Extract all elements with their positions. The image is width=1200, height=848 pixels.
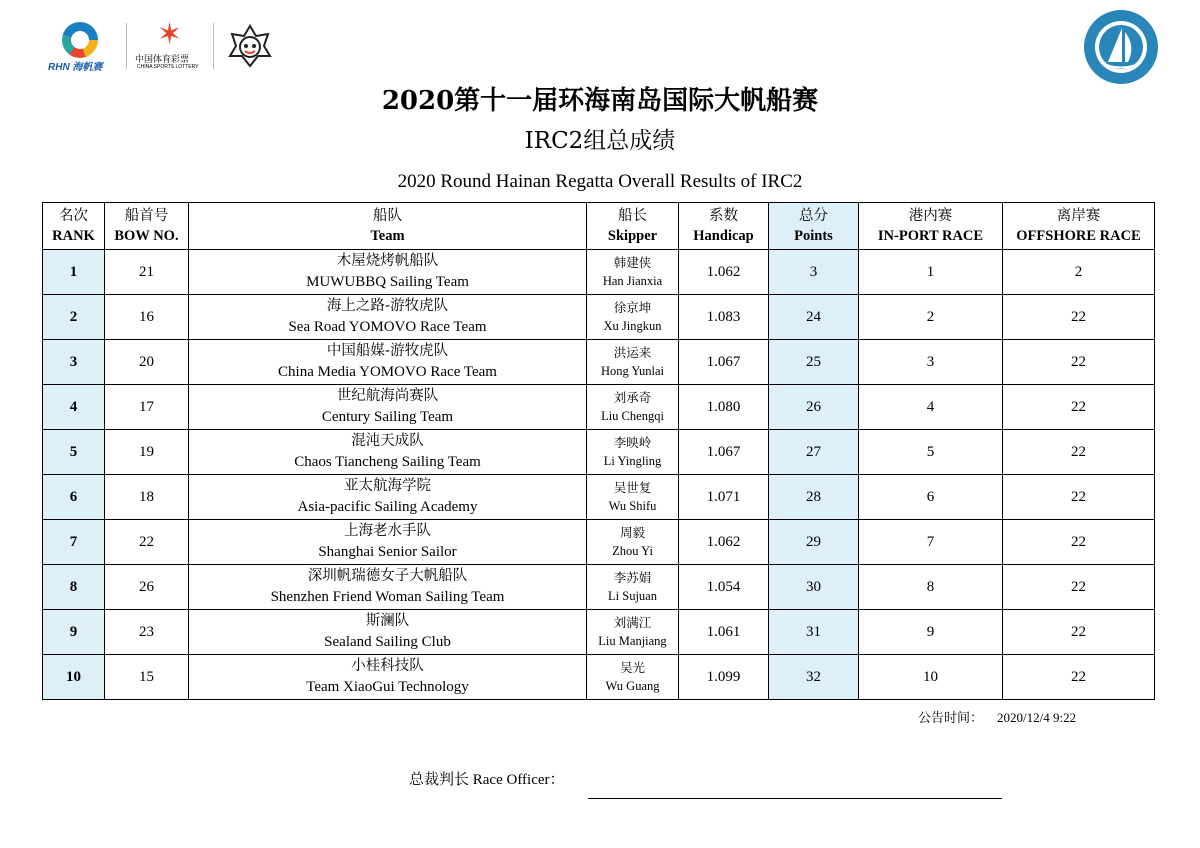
- handicap-cell: 1.062: [679, 250, 769, 295]
- handicap-cell: 1.071: [679, 475, 769, 520]
- offshore-cell: 22: [1003, 565, 1155, 610]
- offshore-cell: 22: [1003, 430, 1155, 475]
- skipper-cn: 吴光: [619, 660, 645, 675]
- team-cell: [189, 250, 587, 295]
- handicap-cell: 1.080: [679, 385, 769, 430]
- rhn-swirl-icon: [62, 22, 98, 58]
- team-cell: [189, 565, 587, 610]
- bow-cell: 17: [105, 385, 189, 430]
- offshore-cell: 22: [1003, 295, 1155, 340]
- sailing-association-seal-icon: [1082, 8, 1160, 86]
- skipper-en: Li Sujuan: [608, 589, 657, 603]
- skipper-en: Li Yingling: [603, 454, 662, 468]
- race-officer-en: Race Officer：: [472, 772, 565, 788]
- offshore-cell: 22: [1003, 385, 1155, 430]
- team-cn: 小桂科技队: [351, 658, 424, 674]
- bow-cell: 15: [105, 655, 189, 700]
- header-skipper: 船长 Skipper: [587, 203, 679, 250]
- team-cn: 木屋烧烤帆船队: [336, 253, 439, 269]
- header-handicap: 系数 Handicap: [679, 203, 769, 250]
- team-cell: [189, 385, 587, 430]
- team-cell: [189, 610, 587, 655]
- skipper-en: Zhou Yi: [612, 544, 653, 558]
- offshore-cell: 22: [1003, 655, 1155, 700]
- team-cell: [189, 340, 587, 385]
- team-en: Asia-pacific Sailing Academy: [297, 499, 478, 515]
- team-en: Shenzhen Friend Woman Sailing Team: [270, 589, 505, 605]
- skipper-cn: 周毅: [619, 525, 645, 540]
- inport-cell: 6: [859, 475, 1003, 520]
- results-table: [42, 202, 1155, 700]
- bow-cell: 18: [105, 475, 189, 520]
- header-team: 船队 Team: [189, 203, 587, 250]
- team-en: Sealand Sailing Club: [324, 634, 451, 650]
- bow-cell: 19: [105, 430, 189, 475]
- logo-divider: [213, 23, 214, 69]
- skipper-en: Hong Yunlai: [600, 364, 665, 378]
- rhn-logo: [48, 20, 118, 72]
- skipper-cell: [587, 250, 679, 295]
- skipper-en: Wu Shifu: [608, 499, 657, 513]
- team-cn: 海上之路-游牧虎队: [326, 298, 449, 314]
- skipper-cn: 李映岭: [613, 435, 652, 450]
- offshore-cell: 22: [1003, 520, 1155, 565]
- table-row: [43, 610, 1155, 655]
- team-cn: 深圳帆瑞德女子大帆船队: [307, 568, 468, 584]
- lottery-cn-text: 中国体育彩票: [135, 55, 190, 65]
- team-en: Century Sailing Team: [321, 409, 454, 425]
- table-row: [43, 655, 1155, 700]
- skipper-en: Liu Manjiang: [598, 634, 667, 648]
- team-cn: 中国船媒-游牧虎队: [326, 343, 449, 359]
- notice-time-value: 2020/12/4 9:22: [997, 710, 1077, 725]
- inport-cell: 3: [859, 340, 1003, 385]
- rank-cell: 3: [43, 340, 105, 385]
- skipper-en: Xu Jingkun: [603, 319, 662, 333]
- english-subtitle: 2020 Round Hainan Regatta Overall Results of IRC2: [397, 171, 803, 192]
- skipper-cell: [587, 385, 679, 430]
- inport-cell: 2: [859, 295, 1003, 340]
- handicap-cell: 1.062: [679, 520, 769, 565]
- team-cn: 上海老水手队: [344, 523, 431, 539]
- handicap-cell: 1.067: [679, 340, 769, 385]
- points-cell: 29: [769, 520, 859, 565]
- team-en: Team XiaoGui Technology: [306, 679, 469, 695]
- points-cell: 24: [769, 295, 859, 340]
- header-bow: 船首号 BOW NO.: [105, 203, 189, 250]
- table-row: [43, 340, 1155, 385]
- team-cn: 斯澜队: [365, 613, 410, 629]
- points-cell: 30: [769, 565, 859, 610]
- table-row: [43, 475, 1155, 520]
- inport-cell: 4: [859, 385, 1003, 430]
- team-cell: [189, 475, 587, 520]
- rank-cell: 1: [43, 250, 105, 295]
- handicap-cell: 1.083: [679, 295, 769, 340]
- skipper-cell: [587, 295, 679, 340]
- skipper-cell: [587, 655, 679, 700]
- bow-cell: 23: [105, 610, 189, 655]
- inport-cell: 8: [859, 565, 1003, 610]
- team-cell: [189, 295, 587, 340]
- rank-cell: 2: [43, 295, 105, 340]
- page-title: 2020第十一届环海南岛国际大帆船赛: [381, 86, 819, 116]
- team-en: Sea Road YOMOVO Race Team: [288, 319, 487, 335]
- lottery-en-text: CHINA SPORTS LOTTERY: [137, 64, 199, 70]
- skipper-cn: 刘承奇: [613, 390, 652, 405]
- header-inport: 港内赛 IN-PORT RACE: [859, 203, 1003, 250]
- rank-cell: 9: [43, 610, 105, 655]
- table-header-row: [43, 203, 1155, 250]
- logo-divider: [126, 23, 127, 69]
- notice-time: [918, 707, 1076, 726]
- bow-cell: 20: [105, 340, 189, 385]
- handicap-cell: 1.054: [679, 565, 769, 610]
- points-cell: 28: [769, 475, 859, 520]
- points-cell: 25: [769, 340, 859, 385]
- points-cell: 26: [769, 385, 859, 430]
- team-en: MUWUBBQ Sailing Team: [306, 274, 469, 290]
- signature-line: [588, 798, 1002, 799]
- rank-cell: 7: [43, 520, 105, 565]
- race-officer-cn: 总裁判长: [409, 770, 470, 788]
- bow-cell: 22: [105, 520, 189, 565]
- skipper-cell: [587, 340, 679, 385]
- inport-cell: 10: [859, 655, 1003, 700]
- skipper-cn: 徐京坤: [613, 300, 652, 315]
- skipper-cell: [587, 565, 679, 610]
- rank-cell: 4: [43, 385, 105, 430]
- skipper-en: Han Jianxia: [602, 274, 663, 288]
- team-en: Shanghai Senior Sailor: [318, 544, 457, 560]
- team-cell: [189, 520, 587, 565]
- skipper-en: Liu Chengqi: [601, 409, 664, 423]
- rank-cell: 6: [43, 475, 105, 520]
- lottery-star-icon: ✶: [157, 18, 183, 51]
- handicap-cell: 1.099: [679, 655, 769, 700]
- team-cell: [189, 430, 587, 475]
- header-rank: 名次 RANK: [43, 203, 105, 250]
- offshore-cell: 2: [1003, 250, 1155, 295]
- team-cn: 混沌天成队: [351, 433, 424, 449]
- offshore-cell: 22: [1003, 610, 1155, 655]
- inport-cell: 5: [859, 430, 1003, 475]
- points-cell: 31: [769, 610, 859, 655]
- skipper-en: Wu Guang: [605, 679, 660, 693]
- group-subtitle: IRC2组总成绩: [524, 128, 676, 154]
- team-cn: 亚太航海学院: [344, 478, 431, 494]
- table-row: [43, 250, 1155, 295]
- inport-cell: 7: [859, 520, 1003, 565]
- skipper-cell: [587, 520, 679, 565]
- bow-cell: 21: [105, 250, 189, 295]
- skipper-cell: [587, 475, 679, 520]
- handicap-cell: 1.067: [679, 430, 769, 475]
- table-row: [43, 295, 1155, 340]
- table-row: [43, 430, 1155, 475]
- table-row: [43, 385, 1155, 430]
- sponsor-logos: [48, 20, 274, 72]
- bow-cell: 26: [105, 565, 189, 610]
- race-officer-label: [409, 768, 565, 789]
- bow-cell: 16: [105, 295, 189, 340]
- inport-cell: 1: [859, 250, 1003, 295]
- team-en: China Media YOMOVO Race Team: [278, 364, 497, 380]
- handicap-cell: 1.061: [679, 610, 769, 655]
- rank-cell: 8: [43, 565, 105, 610]
- points-cell: 32: [769, 655, 859, 700]
- sports-lottery-logo: [135, 20, 205, 72]
- offshore-cell: 22: [1003, 340, 1155, 385]
- skipper-cn: 刘满江: [613, 615, 652, 630]
- rank-cell: 5: [43, 430, 105, 475]
- skipper-cell: [587, 610, 679, 655]
- table-row: [43, 520, 1155, 565]
- skipper-cn: 李苏娟: [613, 570, 652, 585]
- header-offshore: 离岸赛 OFFSHORE RACE: [1003, 203, 1155, 250]
- points-cell: 27: [769, 430, 859, 475]
- points-cell: 3: [769, 250, 859, 295]
- rhn-logo-text: RHN 海帆赛: [48, 62, 103, 73]
- header-points: 总分 Points: [769, 203, 859, 250]
- skipper-cn: 吴世复: [613, 480, 652, 495]
- skipper-cell: [587, 430, 679, 475]
- notice-time-label: 公告时间：: [918, 711, 984, 726]
- team-cn: 世纪航海尚赛队: [336, 388, 439, 404]
- inport-cell: 9: [859, 610, 1003, 655]
- skipper-cn: 洪运来: [613, 345, 652, 360]
- table-row: [43, 565, 1155, 610]
- team-en: Chaos Tiancheng Sailing Team: [294, 454, 481, 470]
- team-cell: [189, 655, 587, 700]
- skipper-cn: 韩建侠: [613, 255, 652, 270]
- mascot-icon: [226, 22, 274, 70]
- offshore-cell: 22: [1003, 475, 1155, 520]
- rank-cell: 10: [43, 655, 105, 700]
